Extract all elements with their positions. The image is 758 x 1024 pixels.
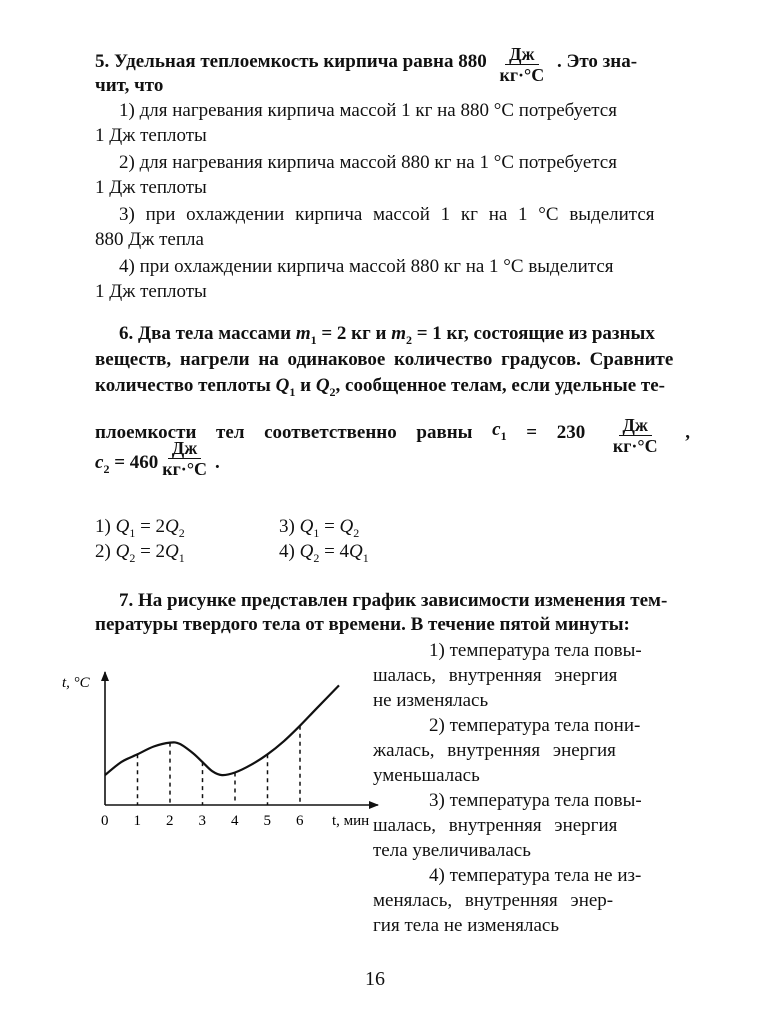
q6-c2-unit-den: кг·°С xyxy=(162,459,208,479)
q5-option-3-cont: 880 Дж тепла xyxy=(95,229,204,250)
option-relation: = xyxy=(324,516,335,537)
answer-line: уменьшалась xyxy=(373,765,480,786)
q6-word: плоемкости xyxy=(95,421,197,443)
q5-option-1-text: 1) для нагревания кирпича массой 1 кг на 880 °С потребуется xyxy=(119,100,617,121)
option-lhs: Q xyxy=(299,516,314,537)
answer-line: 4) температура тела не из- xyxy=(429,865,642,886)
option-relation: = 2 xyxy=(140,541,166,562)
q6-m1: m xyxy=(295,323,311,344)
q5-option-4-cont: 1 Дж теплоты xyxy=(95,281,207,302)
q6-and: и xyxy=(300,375,312,396)
q6-q1: Q xyxy=(275,375,290,396)
option-lhs-sub: 1 xyxy=(313,525,320,540)
q6-period: . xyxy=(215,452,220,473)
q6-line1-lead: 6. Два тела массами xyxy=(119,323,292,344)
page-number: 16 xyxy=(365,968,385,990)
answer-line-wrap xyxy=(373,838,690,863)
answer-line: не изменялась xyxy=(373,690,489,711)
x-axis-label: t, мин xyxy=(332,813,370,829)
y-axis-label: t, °С xyxy=(62,675,90,691)
q6-c2-unit-num: Дж xyxy=(168,438,201,459)
q5-unit-num: Дж xyxy=(505,44,538,65)
answer-line: 3) температура тела повы- xyxy=(429,790,642,811)
q7-answer-2 xyxy=(373,713,690,738)
q6-c1-unit xyxy=(609,415,662,456)
q6-c2-symbol: c xyxy=(95,452,104,473)
option-rhs: Q xyxy=(339,516,354,537)
q6-option-3 xyxy=(279,516,359,544)
x-tick-label: 2 xyxy=(166,813,174,829)
option-lhs-sub: 2 xyxy=(129,550,136,565)
q6-q1-sub: 1 xyxy=(289,384,296,399)
q6-c1-value: 230 xyxy=(556,421,586,443)
temperature-curve xyxy=(105,685,339,775)
option-lhs-sub: 2 xyxy=(313,550,320,565)
q6-comma: , xyxy=(685,421,690,443)
option-lhs-sub: 1 xyxy=(129,525,136,540)
option-number: 3) xyxy=(279,516,295,537)
answer-line: менялась, внутренняя энер- xyxy=(373,890,614,911)
option-relation: = 2 xyxy=(140,516,166,537)
q6-equals: = xyxy=(526,421,538,443)
option-lhs: Q xyxy=(299,541,314,562)
answer-line-wrap xyxy=(373,763,690,788)
q6-c2-sub: 2 xyxy=(103,461,110,476)
q7-line2: пературы твердого тела от времени. В течение пятой минуты: xyxy=(95,614,630,635)
q6-line5 xyxy=(95,438,220,480)
q6-line3-lead: количество теплоты xyxy=(95,375,271,396)
answer-line: гия тела не изменялась xyxy=(373,915,559,936)
q6-c1 xyxy=(492,419,506,447)
q6-c1-unit-num: Дж xyxy=(619,415,652,436)
option-number: 1) xyxy=(95,516,111,537)
q6-m1-value: = 2 кг и xyxy=(321,323,387,344)
q6-m1-sub: 1 xyxy=(310,332,317,347)
answer-line: шалась, внутренняя энергия xyxy=(373,815,618,836)
temperature-time-graph xyxy=(60,660,380,840)
x-tick-label: 5 xyxy=(263,813,271,829)
answer-line-wrap xyxy=(373,888,690,913)
q6-line2: веществ, нагрели на одинаковое количество градусов. Сравните xyxy=(95,349,674,370)
answer-line-wrap xyxy=(373,913,690,938)
q6-q2-sub: 2 xyxy=(329,384,336,399)
answer-line: тела увеличивалась xyxy=(373,840,531,861)
q6-m2: m xyxy=(391,323,406,344)
answer-line: 2) температура тела пони- xyxy=(429,715,641,736)
answer-line: жалась, внутренняя энергия xyxy=(373,740,616,761)
x-tick-label: 0 xyxy=(101,813,109,829)
q6-m2-sub: 2 xyxy=(405,332,412,347)
q5-tail: . Это зна- xyxy=(556,50,638,72)
option-lhs: Q xyxy=(115,541,130,562)
q6-option-1 xyxy=(95,516,185,544)
q5-lead: 5. Удельная теплоемкость кирпича равна 880 xyxy=(95,50,487,72)
q6-c1-symbol: c xyxy=(492,418,501,440)
answer-line-wrap xyxy=(373,663,690,688)
q6-line3-tail: , сообщенное телам, если удельные те- xyxy=(335,375,665,396)
q6-word: равны xyxy=(416,421,473,443)
option-number: 2) xyxy=(95,541,111,562)
x-tick-label: 6 xyxy=(296,813,304,829)
option-lhs: Q xyxy=(115,516,130,537)
option-rhs: Q xyxy=(349,541,363,562)
q5-line2: чит, что xyxy=(95,75,164,96)
q6-q2: Q xyxy=(315,375,330,396)
option-rhs: Q xyxy=(165,516,179,537)
q6-word: тел xyxy=(216,421,245,443)
x-tick-label: 4 xyxy=(231,813,239,829)
x-tick-label: 3 xyxy=(198,813,206,829)
q6-line3 xyxy=(95,375,665,403)
answer-line-wrap xyxy=(373,738,690,763)
q7-answer-4 xyxy=(373,863,690,888)
q5-option-4: 4) при охлаждении кирпича массой 880 кг на 1 °С выделится xyxy=(119,256,614,277)
q6-line1 xyxy=(119,323,655,351)
q6-c1-sub: 1 xyxy=(500,428,507,443)
option-rhs-sub: 1 xyxy=(362,550,369,565)
q7-answer-3 xyxy=(373,788,690,813)
q5-option-1 xyxy=(119,100,690,122)
answer-line-wrap xyxy=(373,813,690,838)
option-relation: = 4 xyxy=(324,541,350,562)
q7-answer-1 xyxy=(373,638,690,663)
option-rhs-sub: 2 xyxy=(178,525,185,540)
q5-unit-den: кг·°С xyxy=(499,65,545,85)
option-rhs: Q xyxy=(165,541,179,562)
answer-line: 1) температура тела повы- xyxy=(429,640,642,661)
q5-header xyxy=(95,42,690,83)
q7-line1: 7. На рисунке представлен график зависимости изменения тем- xyxy=(119,590,668,611)
answer-line: шалась, внутренняя энергия xyxy=(373,665,618,686)
q5-option-1-cont: 1 Дж теплоты xyxy=(95,125,207,146)
q7-answers xyxy=(373,638,690,938)
q5-unit-fraction xyxy=(495,44,548,85)
q6-word: соответственно xyxy=(264,421,397,443)
q6-c2-unit xyxy=(158,438,211,479)
q6-option-4 xyxy=(279,541,369,569)
q6-m2-value: = 1 кг, состоящие из разных xyxy=(416,323,655,344)
option-rhs-sub: 1 xyxy=(178,550,185,565)
q6-option-2 xyxy=(95,541,185,569)
answer-line-wrap xyxy=(373,688,690,713)
q5-option-3: 3) при охлаждении кирпича массой 1 кг на 1 °С выделится xyxy=(119,204,655,225)
x-tick-label: 1 xyxy=(133,813,141,829)
option-number: 4) xyxy=(279,541,295,562)
q5-option-2: 2) для нагревания кирпича массой 880 кг на 1 °С потребуется xyxy=(119,152,617,173)
q6-c1-unit-den: кг·°С xyxy=(612,436,658,456)
q5-option-2-cont: 1 Дж теплоты xyxy=(95,177,207,198)
option-rhs-sub: 2 xyxy=(353,525,360,540)
q6-c2-value: = 460 xyxy=(114,452,159,473)
